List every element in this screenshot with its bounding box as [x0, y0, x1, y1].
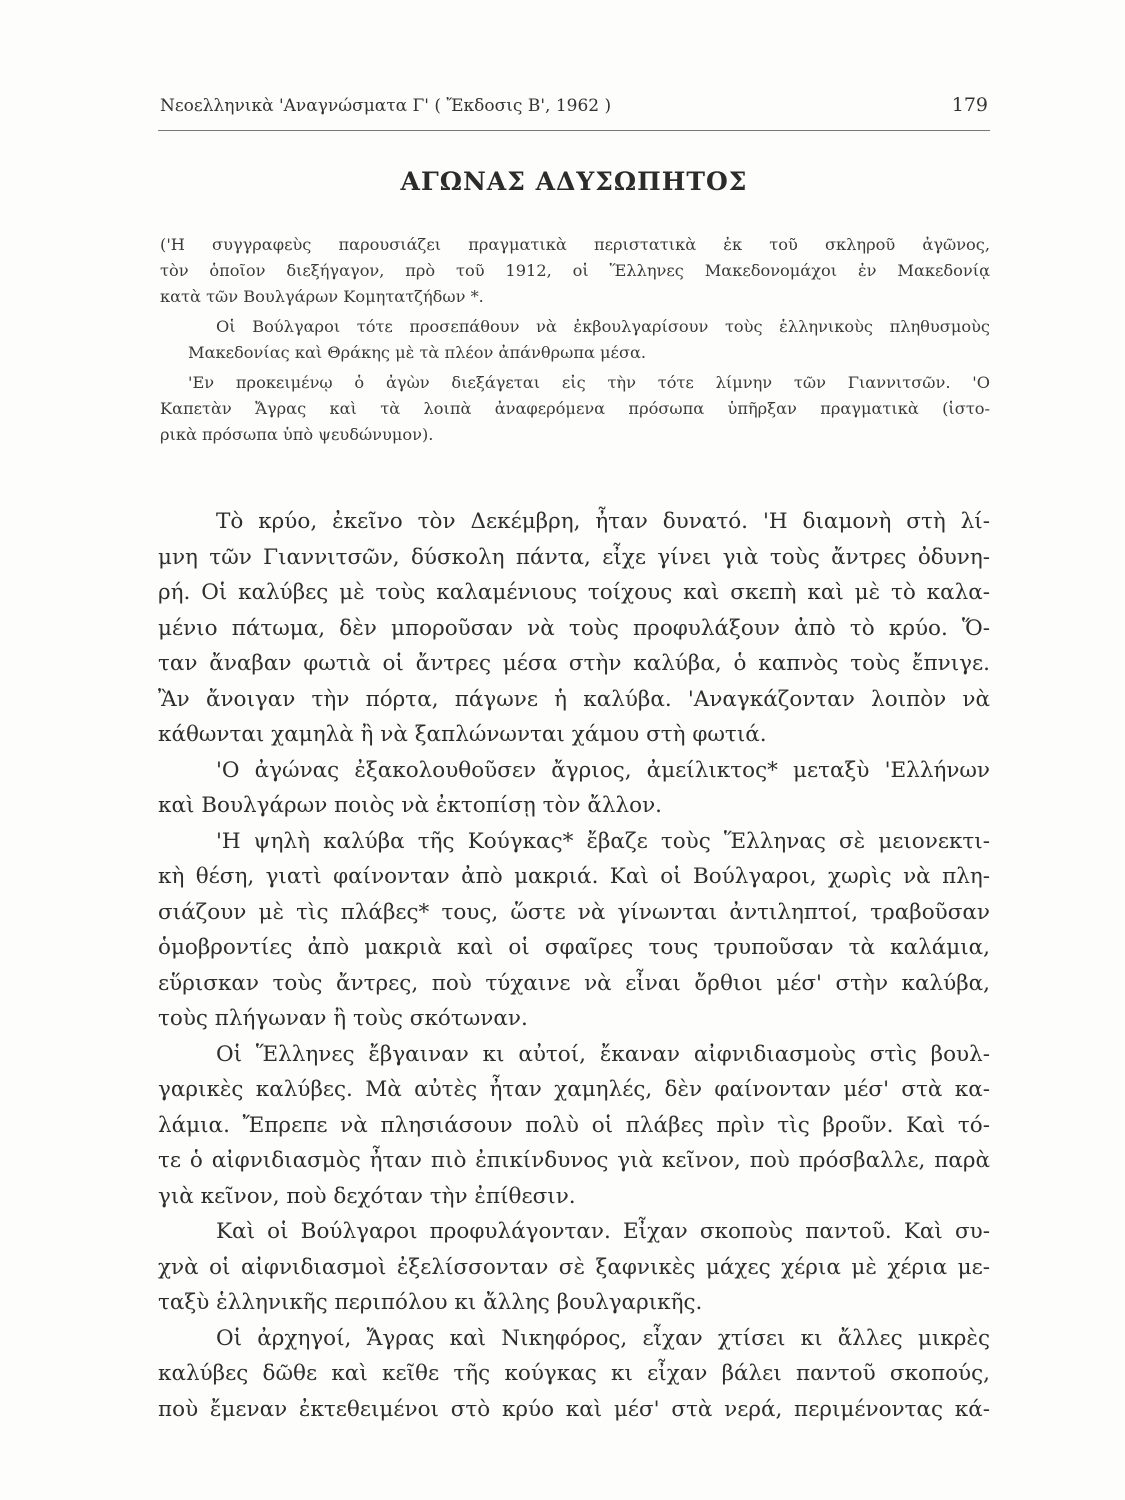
text-line: μνη τῶν Γιαννιτσῶν, δύσκολη πάντα, εἶχε γίνει γιὰ τοὺς ἄντρες ὀδυνη-: [158, 544, 990, 570]
intro-paragraph: [160, 314, 990, 366]
text-line: 'Η ψηλὴ καλύβα τῆς Κούγκας* ἔβαζε τοὺς Ἕλληνας σὲ μειονεκτι-: [216, 828, 990, 854]
text-line: τε ὁ αἰφνιδιασμὸς ἦταν πιὸ ἐπικίνδυνος γιὰ κεῖνον, ποὺ πρόσβαλλε, παρὰ: [158, 1148, 990, 1173]
text-line: Οἱ Ἕλληνες ἔβγαιναν κι αὐτοί, ἔκαναν αἰφνιδιασμοὺς στὶς βουλ-: [216, 1041, 990, 1067]
page-number: 179: [951, 94, 988, 116]
text-line: 'Ο ἀγώνας ἐξακολουθοῦσεν ἄγριος, ἀμείλικτος* μεταξὺ 'Ελλήνων: [216, 757, 990, 783]
text-line: μένιο πάτωμα, δὲν μποροῦσαν νὰ τοὺς προφυλάξουν ἀπὸ τὸ κρύο. Ὅ-: [158, 615, 990, 641]
text-line: λάμια. Ἔπρεπε νὰ πλησιάσουν πολὺ οἱ πλάβες πρὶν τὶς βροῦν. Καὶ τό-: [158, 1112, 990, 1138]
text-line: Μακεδονίας καὶ Θράκης μὲ τὰ πλέον ἀπάνθρωπα μέσα.: [188, 343, 647, 362]
text-line: κὴ θέση, γιατὶ φαίνονταν ἀπὸ μακριά. Καὶ οἱ Βούλγαροι, χωρὶς νὰ πλη-: [158, 864, 990, 889]
intro-note: [160, 232, 990, 452]
header-rule: [158, 130, 990, 131]
running-header: [160, 96, 988, 126]
main-text: [158, 504, 990, 1427]
text-line: τὸν ὁποῖον διεξήγαγον, πρὸ τοῦ 1912, οἱ Ἕλληνες Μακεδονομάχοι ἐν Μακεδονίᾳ: [160, 261, 990, 280]
text-line: ταξὺ ἑλληνικῆς περιπόλου κι ἄλλης βουλγαρικῆς.: [158, 1290, 703, 1315]
text-line: Καπετὰν Ἄγρας καὶ τὰ λοιπὰ ἀναφερόμενα πρόσωπα ὑπῆρξαν πραγματικὰ (ἱστο-: [160, 399, 990, 418]
text-line: τοὺς πλήγωναν ἢ τοὺς σκότωναν.: [158, 1006, 528, 1031]
text-line: Ἂν ἄνοιγαν τὴν πόρτα, πάγωνε ἡ καλύβα. 'Αναγκάζονταν λοιπὸν νὰ: [158, 686, 990, 712]
text-line: γαρικὲς καλύβες. Μὰ αὐτὲς ἦταν χαμηλές, δὲν φαίνονταν μέσ' στὰ κα-: [158, 1077, 990, 1102]
intro-paragraph: [160, 232, 990, 310]
running-title: Νεοελληνικὰ 'Αναγνώσματα Γ' ( Ἔκδοσις Β', 1962 ): [160, 96, 612, 116]
text-line: ποὺ ἔμεναν ἐκτεθειμένοι στὸ κρύο καὶ μέσ' στὰ νερά, περιμένοντας κά-: [158, 1396, 990, 1422]
text-line: Καὶ οἱ Βούλγαροι προφυλάγονταν. Εἶχαν σκοποὺς παντοῦ. Καὶ συ-: [216, 1219, 990, 1244]
text-line: καλύβες δῶθε καὶ κεῖθε τῆς κούγκας κι εἶχαν βάλει παντοῦ σκοπούς,: [158, 1361, 990, 1386]
body-paragraph: [158, 1214, 990, 1321]
body-paragraph: [158, 753, 990, 824]
text-line: καὶ Βουλγάρων ποιὸς νὰ ἐκτοπίσῃ τὸν ἄλλον.: [158, 793, 662, 818]
text-line: εὕρισκαν τοὺς ἄντρες, ποὺ τύχαινε νὰ εἶναι ὄρθιοι μέσ' στὴν καλύβα,: [158, 970, 990, 996]
text-line: γιὰ κεῖνον, ποὺ δεχόταν τὴν ἐπίθεσιν.: [158, 1183, 576, 1209]
text-line: κατὰ τῶν Βουλγάρων Κομητατζήδων *.: [160, 287, 484, 306]
text-line: Τὸ κρύο, ἐκεῖνο τὸν Δεκέμβρη, ἦταν δυνατό. 'Η διαμονὴ στὴ λί-: [216, 509, 990, 534]
text-line: 'Εν προκειμένῳ ὁ ἀγὼν διεξάγεται εἰς τὴν τότε λίμνην τῶν Γιαννιτσῶν. 'Ο: [188, 373, 990, 392]
text-line: Οἱ ἀρχηγοί, Ἄγρας καὶ Νικηφόρος, εἶχαν χτίσει κι ἄλλες μικρὲς: [216, 1325, 990, 1351]
body-paragraph: [158, 1321, 990, 1428]
chapter-title: ΑΓΩΝΑΣ ΑΔΥΣΩΠΗΤΟΣ: [400, 167, 748, 196]
text-line: χνὰ οἱ αἰφνιδιασμοὶ ἐξελίσσονταν σὲ ξαφνικὲς μάχες χέρια μὲ χέρια με-: [158, 1254, 990, 1280]
text-line: ('Η συγγραφεὺς παρουσιάζει πραγματικὰ περιστατικὰ ἐκ τοῦ σκληροῦ ἀγῶνος,: [160, 235, 990, 254]
body-paragraph: [158, 1037, 990, 1215]
text-line: Οἱ Βούλγαροι τότε προσεπάθουν νὰ ἐκβουλγαρίσουν τοὺς ἑλληνικοὺς πληθυσμοὺς: [216, 317, 990, 336]
body-paragraph: [158, 504, 990, 753]
text-line: σιάζουν μὲ τὶς πλάβες* τους, ὥστε νὰ γίνωνται ἀντιληπτοί, τραβοῦσαν: [158, 899, 990, 925]
text-line: ρή. Οἱ καλύβες μὲ τοὺς καλαμένιους τοίχους καὶ σκεπὴ καὶ μὲ τὸ καλα-: [158, 580, 990, 605]
body-paragraph: [158, 824, 990, 1037]
text-line: ρικὰ πρόσωπα ὑπὸ ψευδώνυμον).: [160, 425, 434, 444]
text-line: ταν ἄναβαν φωτιὰ οἱ ἄντρες μέσα στὴν καλύβα, ὁ καπνὸς τοὺς ἔπνιγε.: [158, 651, 990, 676]
text-line: ὁμοβροντίες ἀπὸ μακριὰ καὶ οἱ σφαῖρες τους τρυποῦσαν τὰ καλάμια,: [158, 935, 990, 960]
intro-paragraph: [160, 370, 990, 448]
text-line: κάθωνται χαμηλὰ ἢ νὰ ξαπλώνωνται χάμου στὴ φωτιά.: [158, 722, 767, 747]
